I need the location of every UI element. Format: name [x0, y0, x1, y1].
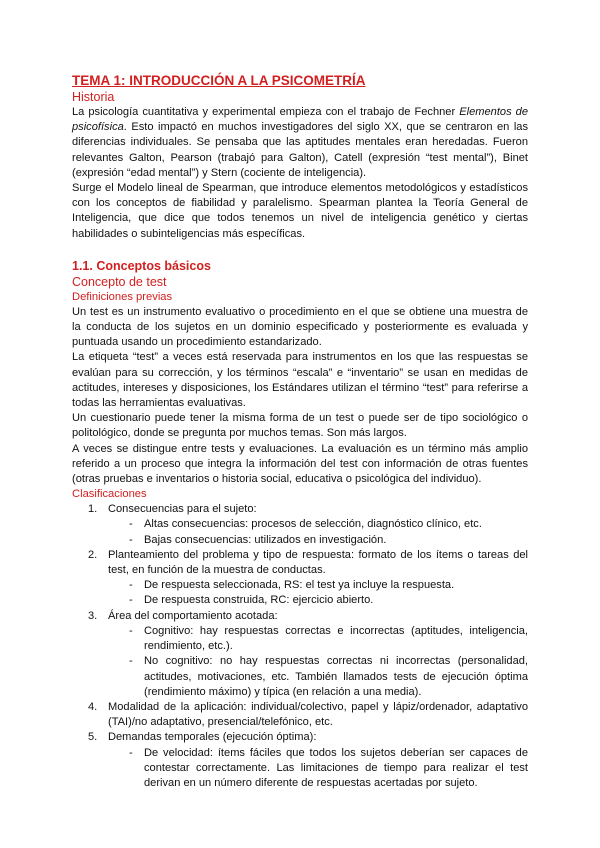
- dash-bullet-icon: -: [129, 655, 133, 668]
- clasificaciones-list: [72, 502, 528, 791]
- section-heading: 1.1. Conceptos básicos: [72, 258, 211, 273]
- definiciones-paragraph-1: Un test es un instrumento evaluativo o procedimiento en el que se obtiene una muestra de la conducta de los sujetos en un dominio especificado y posteriormente es evaluada y puntuada usando un procedimiento estandarizado.: [72, 305, 528, 349]
- list-item-text: Demandas temporales (ejecución óptima):: [108, 731, 317, 744]
- sub-list-item: [72, 746, 528, 792]
- clasificaciones-heading: Clasificaciones: [72, 488, 147, 501]
- sub-list-item: [72, 593, 528, 608]
- dash-bullet-icon: -: [129, 579, 133, 592]
- definiciones-heading: Definiciones previas: [72, 290, 173, 303]
- sub-list-item: [72, 624, 528, 654]
- sub-list-item-text: De respuesta construida, RC: ejercicio abierto.: [144, 594, 374, 607]
- sub-list-item-text: De respuesta seleccionada, RS: el test ya incluye la respuesta.: [144, 579, 455, 592]
- list-item-text: Consecuencias para el sujeto:: [108, 503, 257, 516]
- page-title: TEMA 1: INTRODUCCIÓN A LA PSICOMETRÍA: [72, 73, 366, 88]
- historia-heading: Historia: [72, 90, 115, 104]
- list-item-number: 4.: [88, 700, 98, 713]
- dash-bullet-icon: -: [129, 533, 133, 546]
- sub-list: [108, 578, 528, 608]
- historia-paragraph-2: Surge el Modelo lineal de Spearman, que introduce elementos metodológicos y estadísticos con los conceptos de fiabilidad y paralelismo. Spearman plantea la Teoría General de Inteligencia, que dice que todos tenemos un nivel de inteligencia genético y ciertas habilidades o subinteligencias más específicas.: [72, 182, 528, 240]
- sub-list-item-text: Cognitivo: hay respuestas correctas e incorrectas (aptitudes, inteligencia, rendimiento, etc.).: [144, 624, 528, 653]
- definiciones-paragraph-4: A veces se distingue entre tests y evaluaciones. La evaluación es un término más amplio referido a un proceso que integra la información del test con información de otras fuentes (otras pruebas e inventarios o historia social, educativa o psicológica del individuo).: [72, 442, 528, 486]
- definiciones-paragraph-2: La etiqueta “test” a veces está reservada para instrumentos en los que las respuestas se evalúan para su corrección, y los términos “escala” e “inventario” se usan en medidas de actitudes, intereses y disposiciones, los Estándares utilizan el término “test” para referirse a todas las herramientas evaluativas.: [72, 351, 528, 410]
- sub-list: [108, 517, 528, 547]
- sub-list-item-text: Altas consecuencias: procesos de selección, diagnóstico clínico, etc.: [144, 518, 482, 531]
- list-item: [72, 730, 528, 791]
- sub-list-item-text: De velocidad: ítems fáciles que todos los sujetos deberían ser capaces de contestar correctamente. Las limitaciones de tiempo para realizar el test derivan en un número diferente de respuestas acertadas por sujeto.: [144, 746, 528, 789]
- sub-list: [108, 746, 528, 792]
- sub-list-item: [72, 533, 528, 548]
- sub-list: [108, 624, 528, 700]
- historia-paragraph-1: La psicología cuantitativa y experimental empieza con el trabajo de Fechner Elementos de psicofísica. Esto impactó en muchos investigadores del siglo XX, que se centraron en las diferencias individuales. Se pensaba que las aptitudes mentales eran heredadas. Fueron relevantes Galton, Pearson (trabajó para Galton), Catell (expresión “test mental”), Binet (expresión “edad mental”) y Stern (cociente de inteligencia).: [72, 106, 528, 179]
- list-item-number: 1.: [88, 503, 98, 516]
- sub-list-item: [72, 654, 528, 700]
- definiciones-paragraph-3: Un cuestionario puede tener la misma forma de un test o puede ser de tipo sociológico o politológico, donde se pregunta por muchos temas. Son más largos.: [72, 412, 528, 440]
- list-item-number: 3.: [88, 609, 98, 622]
- sub-list-item: [72, 517, 528, 532]
- list-item-text: Modalidad de la aplicación: individual/colectivo, papel y lápiz/ordenador, adaptativo (TAI)/no adaptativo, presencial/telefónico, etc.: [108, 700, 528, 729]
- list-item: [72, 548, 528, 609]
- sub-list-item-text: Bajas consecuencias: utilizados en investigación.: [144, 533, 387, 546]
- list-item: [72, 700, 528, 730]
- dash-bullet-icon: -: [129, 518, 133, 531]
- dash-bullet-icon: -: [129, 594, 133, 607]
- page-content: [72, 72, 528, 791]
- sub-list-item: [72, 578, 528, 593]
- list-item: [72, 609, 528, 700]
- list-item-text: Planteamiento del problema y tipo de respuesta: formato de los ítems o tareas del test, en función de la muestra de conductas.: [108, 548, 528, 577]
- list-item-text: Área del comportamiento acotada:: [108, 609, 278, 622]
- dash-bullet-icon: -: [129, 746, 133, 759]
- list-item-number: 2.: [88, 548, 98, 561]
- concepto-test-heading: Concepto de test: [72, 274, 167, 289]
- list-item-number: 5.: [88, 731, 98, 744]
- list-item: [72, 502, 528, 548]
- sub-list-item-text: No cognitivo: no hay respuestas correctas ni incorrectas (personalidad, actitudes, motivaciones, etc. También llamados tests de ejecución óptima (rendimiento máximo) y típica (en relación a una media).: [144, 655, 528, 698]
- dash-bullet-icon: -: [129, 624, 133, 637]
